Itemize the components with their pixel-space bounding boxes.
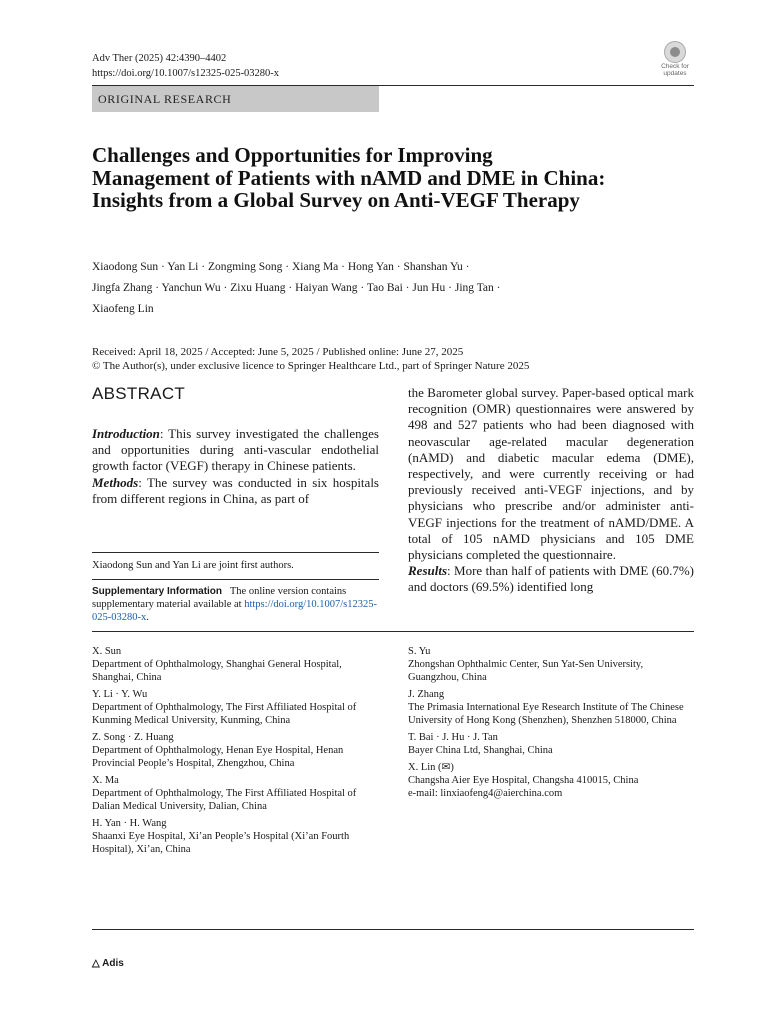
- journal-citation: Adv Ther (2025) 42:4390–4402: [92, 53, 227, 64]
- results-label: Results: [408, 563, 448, 579]
- affiliation-names: T. Bai · J. Hu · J. Tan: [408, 732, 498, 743]
- affiliation-address: Shaanxi Eye Hospital, Xi’an People’s Hospital (Xi’an Fourth Hospital), Xi’an, China: [92, 831, 350, 855]
- affiliation-address: Bayer China Ltd, Shanghai, China: [408, 745, 553, 756]
- publisher-name: Adis: [102, 958, 124, 969]
- affiliation-names: Z. Song · Z. Huang: [92, 732, 174, 743]
- affiliation-block: [92, 731, 382, 770]
- affiliations-rule: [92, 631, 694, 632]
- introduction-text: : This survey investigated the challenges and opportunities during anti-vascular endothelial growth factor (VEGF) therapy in Chinese patients.: [92, 426, 379, 474]
- affiliation-block: [408, 761, 694, 800]
- joint-authors-note: Xiaodong Sun and Yan Li are joint first authors.: [92, 560, 294, 571]
- methods-text: : The survey was conducted in six hospitals from different regions in China, as part of: [92, 474, 379, 506]
- affiliation-address: The Primasia International Eye Research Institute of The Chinese University of Hong Kong (Shenzhen), Shenzhen 518000, China: [408, 702, 684, 726]
- affiliation-names: Y. Li · Y. Wu: [92, 689, 148, 700]
- author-line-1: Xiaodong Sun · Yan Li · Zongming Song · Xiang Ma · Hong Yan · Shanshan Yu ·: [92, 261, 470, 273]
- affiliations-left: [92, 645, 382, 860]
- journal-doi[interactable]: https://doi.org/10.1007/s12325-025-03280-x: [92, 68, 280, 79]
- author-line-2: Jingfa Zhang · Yanchun Wu · Zixu Huang · Haiyan Wang · Tao Bai · Jun Hu · Jing Tan ·: [92, 282, 501, 294]
- adis-logo-icon: △: [92, 958, 100, 969]
- abstract-methods: [92, 475, 379, 507]
- abstract-right-column: [408, 385, 694, 596]
- affiliation-address: Zhongshan Ophthalmic Center, Sun Yat-Sen University, Guangzhou, China: [408, 659, 644, 683]
- received-dates: Received: April 18, 2025 / Accepted: June 5, 2025 / Published online: June 27, 2025: [92, 346, 464, 358]
- check-updates-icon: [664, 41, 686, 63]
- affiliation-address: Changsha Aier Eye Hospital, Changsha 410015, China: [408, 775, 639, 786]
- affiliation-names: H. Yan · H. Wang: [92, 818, 167, 829]
- affiliation-address: Department of Ophthalmology, The First Affiliated Hospital of Kunming Medical University, Kunming, China: [92, 702, 357, 726]
- article-dates: [92, 345, 692, 373]
- results-text: : More than half of patients with DME (60.7%) and doctors (69.5%) identified long: [408, 563, 694, 595]
- supplementary-tail: .: [146, 612, 149, 623]
- introduction-label: Introduction: [92, 426, 160, 441]
- affiliation-names: X. Sun: [92, 646, 122, 657]
- footer-rule: [92, 929, 694, 930]
- affiliation-block: [92, 817, 382, 856]
- affiliation-block: [408, 688, 694, 727]
- supplementary-link[interactable]: https://doi.org/10.1007/s12325-025-03280-x: [92, 599, 378, 623]
- affiliation-address: Department of Ophthalmology, Shanghai General Hospital, Shanghai, China: [92, 659, 342, 683]
- affiliation-block: [92, 688, 382, 727]
- affiliation-address: Department of Ophthalmology, Henan Eye Hospital, Henan Provincial People’s Hospital, Zhengzhou, China: [92, 745, 344, 769]
- abstract-left-column: [92, 426, 379, 507]
- affiliation-names: X. Ma: [92, 775, 119, 786]
- publisher-logo: [92, 958, 124, 969]
- abstract-heading: ABSTRACT: [92, 384, 186, 403]
- affiliation-block: [408, 731, 694, 757]
- affiliations-right: [408, 645, 694, 804]
- footnote-rule-top: [92, 552, 379, 553]
- methods-label: Methods: [92, 474, 139, 490]
- author-line-3: Xiaofeng Lin: [92, 303, 154, 315]
- article-title: Challenges and Opportunities for Improving Management of Patients with nAMD and DME in China: Insights from a Global Survey on Anti-VEGF Therapy: [92, 143, 606, 212]
- affiliation-names: S. Yu: [408, 646, 431, 657]
- affiliation-block: [92, 645, 382, 684]
- section-label: ORIGINAL RESEARCH: [92, 86, 379, 112]
- footnote-rule-middle: [92, 579, 379, 580]
- badge-line-1: Check for: [661, 63, 689, 70]
- abstract-results: [408, 563, 694, 595]
- affiliation-names: J. Zhang: [408, 689, 445, 700]
- supplementary-info: [92, 585, 379, 624]
- affiliation-names: X. Lin (✉): [408, 762, 454, 773]
- badge-line-2: updates: [663, 70, 687, 77]
- copyright-line: © The Author(s), under exclusive licence to Springer Healthcare Ltd., part of Springer Nature 2025: [92, 360, 530, 372]
- journal-info: [92, 51, 279, 81]
- corresponding-email[interactable]: e-mail: linxiaofeng4@aierchina.com: [408, 788, 563, 799]
- supplementary-text: The online version contains supplementary material available at: [92, 586, 347, 610]
- check-for-updates-badge[interactable]: [655, 41, 695, 78]
- abstract-methods-continued: the Barometer global survey. Paper-based optical mark recognition (OMR) questionnaires were answered by 498 and 527 patients who had been diagnosed with neovascular age-related macular degeneration (nAMD) and diabetic macular edema (DME), respectively, and were currently receiving or had previously received anti-VEGF injections, and by physicians who prescribe and/or administer anti-VEGF injections for the treatment of nAMD/DME. A total of 105 nAMD physicians and 105 DME physicians completed the questionnaire.: [408, 385, 694, 563]
- abstract-introduction: [92, 426, 379, 475]
- author-list: [92, 257, 692, 320]
- affiliation-block: [92, 774, 382, 813]
- affiliation-address: Department of Ophthalmology, The First Affiliated Hospital of Dalian Medical University, Dalian, China: [92, 788, 357, 812]
- affiliation-block: [408, 645, 694, 684]
- supplementary-label: Supplementary Information: [92, 586, 223, 597]
